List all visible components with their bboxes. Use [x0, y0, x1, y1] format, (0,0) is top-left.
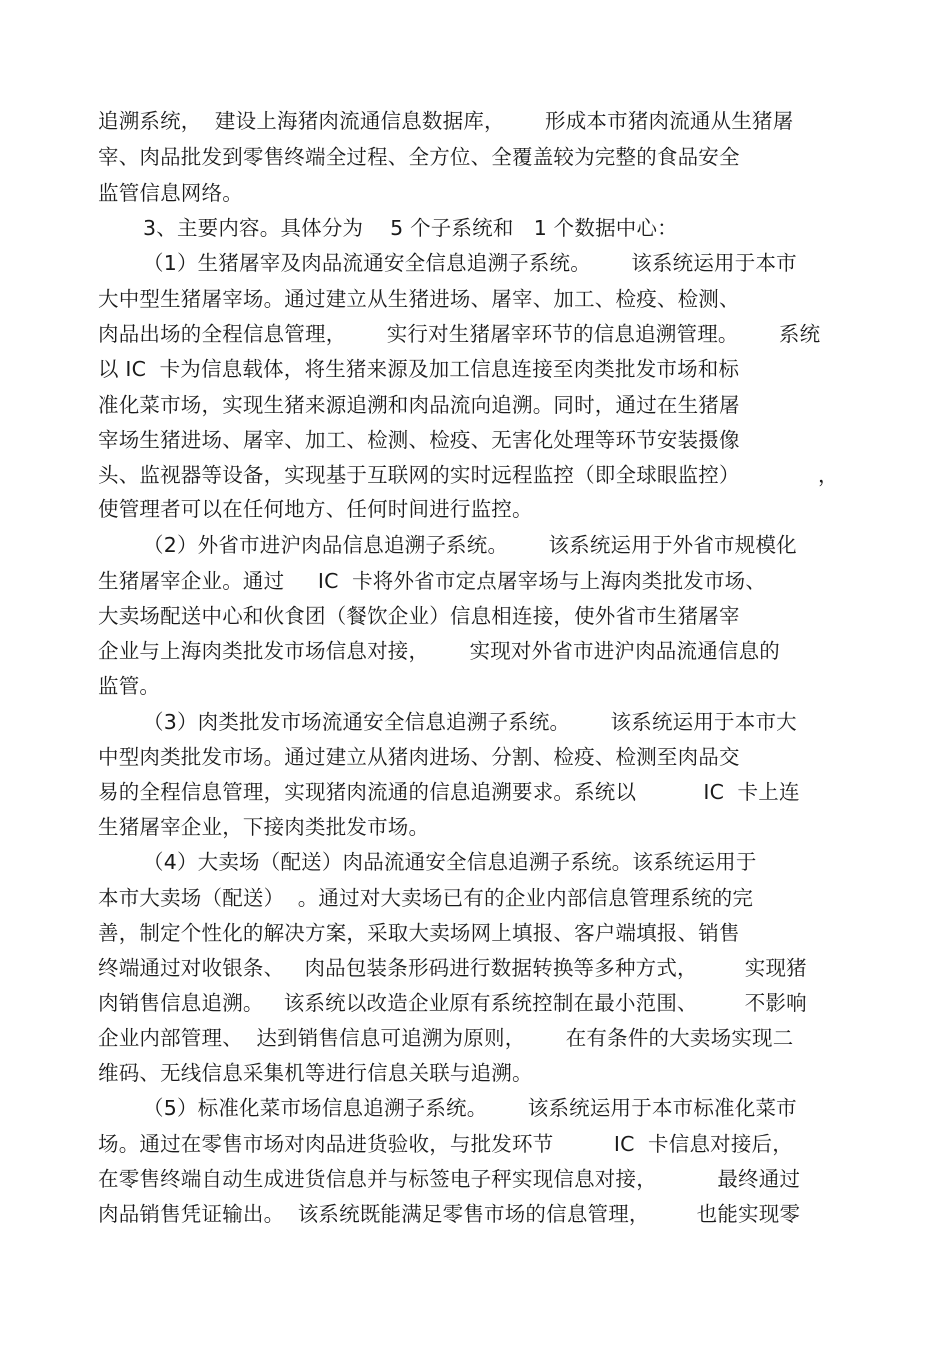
text-line: 大卖场配送中心和伙食团（餐饮企业）信息相连接，使外省市生猪屠宰	[98, 604, 740, 628]
text-line: 大中型生猪屠宰场。通过建立从生猪进场、屠宰、加工、检疫、检测、	[98, 287, 740, 311]
text-line: 头、监视器等设备，实现基于互联网的实时远程监控（即全球眼监控）	[98, 463, 740, 487]
text-line: 在零售终端自动生成进货信息并与标签电子秤实现信息对接， 最终通过	[98, 1167, 801, 1191]
text-line: 肉品销售凭证输出。 该系统既能满足零售市场的信息管理， 也能实现零	[98, 1202, 801, 1226]
text-line: 企业与上海肉类批发市场信息对接， 实现对外省市进沪肉品流通信息的	[98, 639, 780, 663]
text-line: （1）生猪屠宰及肉品流通安全信息追溯子系统。 该系统运用于本市	[143, 251, 797, 275]
text-line: 企业内部管理、 达到销售信息可追溯为原则， 在有条件的大卖场实现二	[98, 1026, 794, 1050]
text-line: （2）外省市进沪肉品信息追溯子系统。 该系统运用于外省市规模化	[143, 533, 797, 557]
text-line: （5）标准化菜市场信息追溯子系统。 该系统运用于本市标准化菜市	[143, 1096, 797, 1120]
text-line: （3）肉类批发市场流通安全信息追溯子系统。 该系统运用于本市大	[143, 710, 797, 734]
text-line: 肉品出场的全程信息管理， 实行对生猪屠宰环节的信息追溯管理。 系统	[98, 322, 821, 346]
text-line: 终端通过对收银条、 肉品包装条形码进行数据转换等多种方式， 实现猪	[98, 956, 807, 980]
text-line: 准化菜市场，实现生猪来源追溯和肉品流向追溯。同时，通过在生猪屠	[98, 393, 740, 417]
text-line: 本市大卖场（配送） 。通过对大卖场已有的企业内部信息管理系统的完	[98, 886, 754, 910]
text-line: 维码、无线信息采集机等进行信息关联与追溯。	[98, 1061, 533, 1085]
section-heading: 3、主要内容。具体分为 5 个子系统和 1 个数据中心：	[143, 216, 678, 240]
text-line: 使管理者可以在任何地方、任何时间进行监控。	[98, 497, 533, 521]
text-line: 宰、肉品批发到零售终端全过程、全方位、全覆盖较为完整的食品安全	[98, 145, 740, 169]
text-line: 监管。	[98, 674, 161, 698]
stray-comma: ，	[818, 463, 839, 487]
text-line: 宰场生猪进场、屠宰、加工、检测、检疫、无害化处理等环节安装摄像	[98, 428, 740, 452]
text-line: 场。通过在零售市场对肉品进货验收，与批发环节 IC 卡信息对接后，	[98, 1132, 793, 1156]
text-line: 中型肉类批发市场。通过建立从猪肉进场、分割、检疫、检测至肉品交	[98, 745, 740, 769]
text-line: 善，制定个性化的解决方案，采取大卖场网上填报、客户端填报、销售	[98, 921, 740, 945]
text-line: 以 IC 卡为信息载体，将生猪来源及加工信息连接至肉类批发市场和标	[98, 357, 740, 381]
text-line: 监管信息网络。	[98, 181, 243, 205]
text-line: 生猪屠宰企业。通过 IC 卡将外省市定点屠宰场与上海肉类批发市场、	[98, 569, 767, 593]
text-line: 易的全程信息管理，实现猪肉流通的信息追溯要求。系统以 IC 卡上连	[98, 780, 800, 804]
text-line: 肉销售信息追溯。 该系统以改造企业原有系统控制在最小范围、 不影响	[98, 991, 807, 1015]
text-line: 追溯系统， 建设上海猪肉流通信息数据库， 形成本市猪肉流通从生猪屠	[98, 109, 794, 133]
text-line: 生猪屠宰企业，下接肉类批发市场。	[98, 815, 430, 839]
text-line: （4）大卖场（配送）肉品流通安全信息追溯子系统。该系统运用于	[143, 850, 757, 874]
